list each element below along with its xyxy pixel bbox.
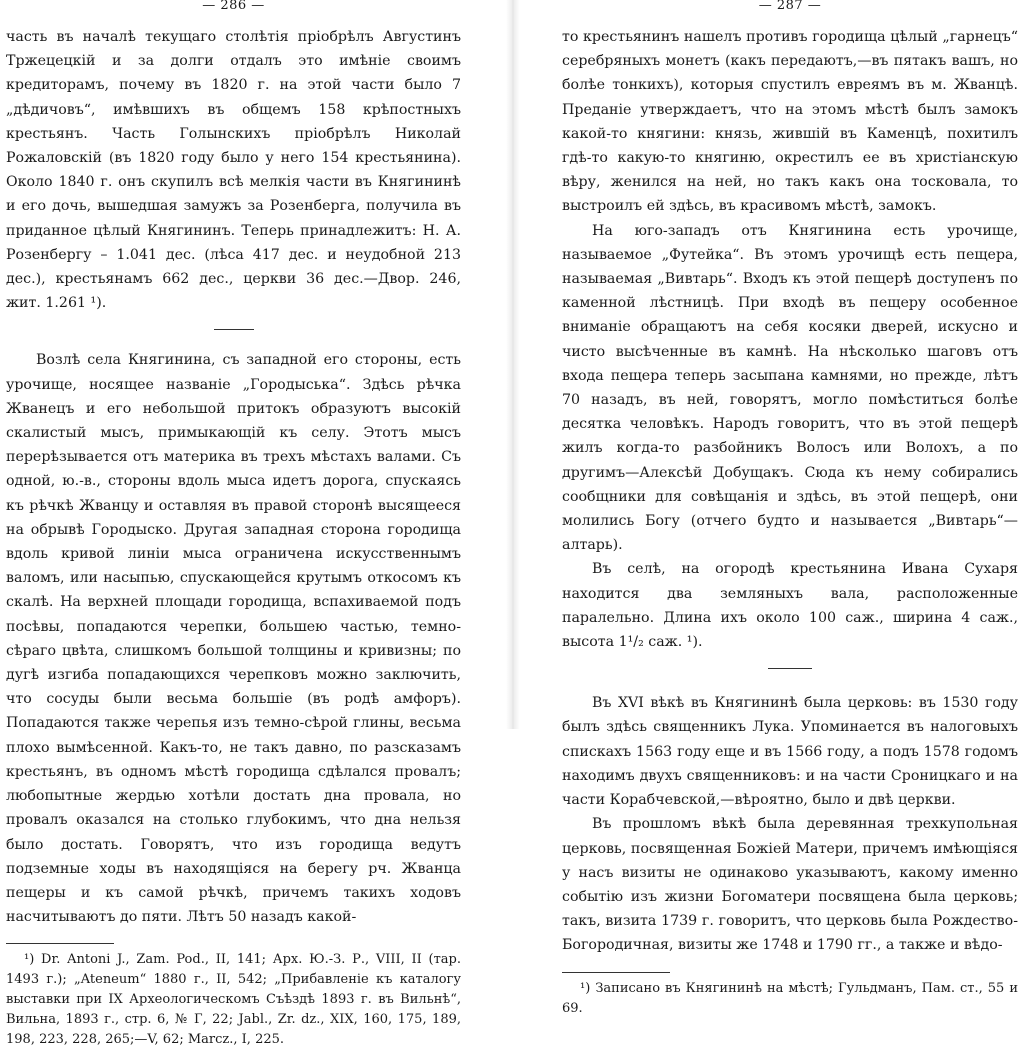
- footnote: ¹) Записано въ Княгининѣ на мѣстѣ; Гульдманъ, Пам. ст., 55 и 69.: [562, 980, 1018, 1016]
- paragraph: На юго-западъ отъ Княгинина есть урочище, называемое „Футейка“. Въ этомъ урочищѣ есть пещера, называемая „Вивтарь“. Входъ къ этой пещерѣ доступенъ по каменной лѣстницѣ. При входѣ въ пещеру особенное вниманіе обращаютъ на себя косяки дверей, искусно и чисто высѣченные въ камнѣ. На нѣсколько шаговъ отъ входа пещера теперь засыпана камнями, но прежде, лѣтъ 70 назадъ, въ ней, говорятъ, могло помѣститься болѣе десятка человѣкъ. Народъ говоритъ, что въ этой пещерѣ жилъ когда-то разбойникъ Волосъ или Волохъ, а по другимъ—Алексѣй Добущакъ. Сюда къ нему собирались сообщники для совѣщанія и здѣсь, въ этой пещерѣ, они молились Богу (отчего будто и называется „Вивтарь“—алтарь).: [562, 222, 1018, 554]
- paragraph: Въ селѣ, на огородѣ крестьянина Ивана Сухаря находится два земляныхъ вала, расположенные паралельно. Длина ихъ около 100 саж., ширина 4 саж., высота 1¹/₂ саж. ¹).: [562, 561, 1018, 651]
- paragraph: часть въ началѣ текущаго столѣтія пріобрѣлъ Августинъ Тржецецкій и за долги отдалъ это имѣніе своимъ кредиторамъ, почему въ 1820 г. на этой части было 7 „дѣдичовъ“, имѣвшихъ въ общемъ 158 крѣпостныхъ крестьянъ. Часть Голынскихъ пріобрѣлъ Николай Рожаловскій (въ 1820 году было у него 154 крестьянина). Около 1840 г. онъ скупилъ всѣ мелкія части въ Княгининѣ и его дочь, вышедшая замужъ за Розенберга, получила въ приданное цѣлый Княгининъ. Теперь принадлежитъ: Н. А. Розенбергу – 1.041 дес. (лѣса 417 дес. и неудобной 213 дес.), крестьянамъ 662 дес., церкви 36 дес.—Двор. 246, жит. 1.261 ¹).: [6, 29, 461, 312]
- right-page: [562, 0, 1018, 1016]
- paragraph: Возлѣ села Княгинина, съ западной его стороны, есть урочище, носящее названіе „Городыська“. Здѣсь рѣчка Жванецъ и его небольшой притокъ образуютъ высокій скалистый мысъ, примыкающій къ селу. Этотъ мысъ перерѣзывается отъ материка въ трехъ мѣстахъ валами. Съ одной, ю.-в., стороны вдоль мыса идетъ дорога, спускаясь къ рѣчкѣ Жванцу и оставляя въ правой сторонѣ высящееся на обрывѣ Городыско. Другая западная сторона городища вдоль кривой линіи мыса ограничена искусственнымъ валомъ, или насыпью, спускающейся крутымъ откосомъ къ скалѣ. На верхней площади городища, вспахиваемой подъ посѣвы, попадаются черепки, большею частью, темно-сѣраго цвѣта, слишкомъ большой толщины и кривизны; по дугѣ изгиба попадающихся черепковъ можно заключить, что сосуды были весьма большіе (въ родѣ амфоръ). Попадаются также черепья изъ темно-сѣрой глины, весьма плохо вымѣсенной. Какъ-то, не такъ давно, по разсказамъ крестьянъ, въ одномъ мѣстѣ городища сдѣлался провалъ; любопытные жердью хотѣли достать дна провала, но провалъ оказался на столько глубокимъ, что дна нельзя было достать. Говорятъ, что изъ городища ведутъ подземные ходы въ находящіяся на берегу рч. Жванца пещеры и къ самой рѣчкѣ, причемъ такихъ ходовъ насчитываютъ до пяти. Лѣтъ 50 назадъ какой-: [6, 352, 461, 926]
- footnote: ¹) Dr. Antoni J., Zam. Pod., II, 141; Арх. Ю.-З. Р., VIII, II (тар. 1493 г.); „Ateneum“ 1880 г., II, 542; „Прибавленіе къ каталогу выставки при IX Археологическомъ Съѣздѣ 1893 г. въ Вильнѣ“, Вильна, 1893 г., стр. 6, № Г, 22; Jabl., Zr. dz., XIX, 160, 175, 189, 198, 223, 228, 265;—V, 62; Marcz., I, 225.: [6, 952, 461, 1048]
- section-separator: [768, 668, 812, 669]
- page-number: — 286 —: [202, 0, 265, 13]
- section-separator: [214, 329, 254, 330]
- footnote-rule: [562, 972, 670, 973]
- paragraph: Въ XVI вѣкѣ въ Княгининѣ была церковь: въ 1530 году былъ здѣсь священникъ Лука. Упоминается въ налоговыхъ спискахъ 1563 году еще и въ 1566 году, а подъ 1578 годомъ находимъ двухъ священниковъ: и на части Сроницкаго и на части Корабчевской,—вѣроятно, было и двѣ церкви.: [562, 695, 1018, 809]
- footnote-rule: [6, 943, 114, 944]
- book-gutter: [506, 0, 520, 729]
- paragraph: Въ прошломъ вѣкѣ была деревянная трехкупольная церковь, посвященная Божіей Матери, причемъ имѣющіяся у насъ визиты не одинаково указываютъ, какому именно событію изъ жизни Богоматери посвящена была церковь; такъ, визита 1739 г. говоритъ, что церковь была Рождество-Богородичная, визиты же 1748 и 1790 гг., а также и вѣдо-: [562, 816, 1018, 954]
- paragraph: то крестьянинъ нашелъ противъ городища цѣлый „гарнецъ“ серебряныхъ монетъ (какъ передаютъ,—въ пятакъ вашъ, но болѣе тонкихъ), которыя спустилъ евреямъ въ м. Жванцѣ. Преданіе утверждаетъ, что на этомъ мѣстѣ былъ замокъ какой-то княгини: князь, жившій въ Каменцѣ, похитилъ гдѣ-то какую-то княгиню, окрестилъ ее въ христіанскую вѣру, женился на ней, но такъ какъ она тосковала, то выстроилъ ей здѣсь, въ красивомъ мѣстѣ, замокъ.: [562, 29, 1018, 215]
- page-number: — 287 —: [758, 0, 822, 13]
- left-page: [6, 0, 461, 1048]
